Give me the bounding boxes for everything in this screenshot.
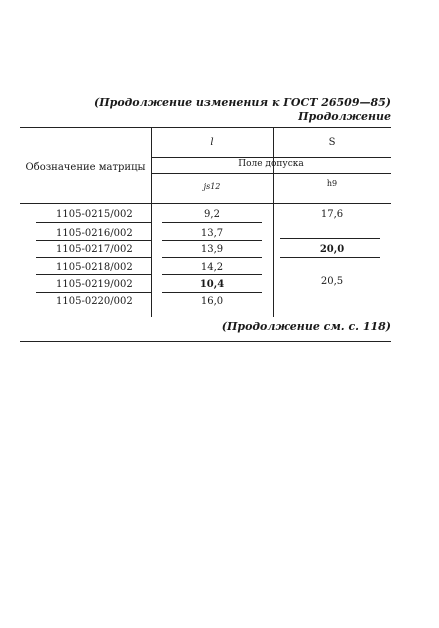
row-l-value: 13,9 <box>200 244 224 255</box>
row-rule <box>162 222 262 223</box>
row-l-value: 13,7 <box>200 228 224 239</box>
tolerance-header: Поле допуска <box>238 159 304 169</box>
l-tolerance: js12 <box>203 182 221 191</box>
s-value: 20,5 <box>320 276 344 287</box>
row-rule <box>36 274 151 275</box>
row-rule <box>36 240 151 241</box>
designation-header: Обозначение матрицы <box>25 162 146 173</box>
s-value: 20,0 <box>319 244 345 255</box>
footer-rule <box>20 341 391 342</box>
s-group-rule <box>280 238 380 239</box>
row-rule <box>162 257 262 258</box>
s-group-rule <box>280 257 380 258</box>
row-designation: 1105-0216/002 <box>56 228 133 239</box>
l-symbol-header: l <box>210 137 214 148</box>
row-rule <box>36 292 151 293</box>
continuation-note: (Продолжение см. с. 118) <box>221 320 391 333</box>
table-top-rule <box>20 127 391 128</box>
col-divider-2 <box>273 127 274 317</box>
tolerance-top-rule <box>151 157 391 158</box>
row-l-value: 14,2 <box>200 262 224 273</box>
header-bottom-rule <box>20 203 391 204</box>
s-tolerance: h9 <box>326 179 338 188</box>
row-rule <box>36 222 151 223</box>
s-value: 17,6 <box>320 209 344 220</box>
row-rule <box>162 240 262 241</box>
row-designation: 1105-0217/002 <box>56 244 133 255</box>
row-l-value: 10,4 <box>199 279 225 290</box>
s-symbol-header: S <box>328 137 336 148</box>
tolerance-bottom-rule <box>151 173 391 174</box>
row-designation: 1105-0219/002 <box>56 279 133 290</box>
continuation-title: (Продолжение изменения к ГОСТ 26509—85) <box>94 96 391 109</box>
row-l-value: 16,0 <box>200 296 224 307</box>
row-l-value: 9,2 <box>204 209 220 220</box>
continuation-label: Продолжение <box>298 110 391 123</box>
row-designation: 1105-0220/002 <box>56 296 133 307</box>
row-designation: 1105-0218/002 <box>56 262 133 273</box>
row-designation: 1105-0215/002 <box>56 209 133 220</box>
row-rule <box>162 274 262 275</box>
row-rule <box>36 257 151 258</box>
row-rule <box>162 292 262 293</box>
